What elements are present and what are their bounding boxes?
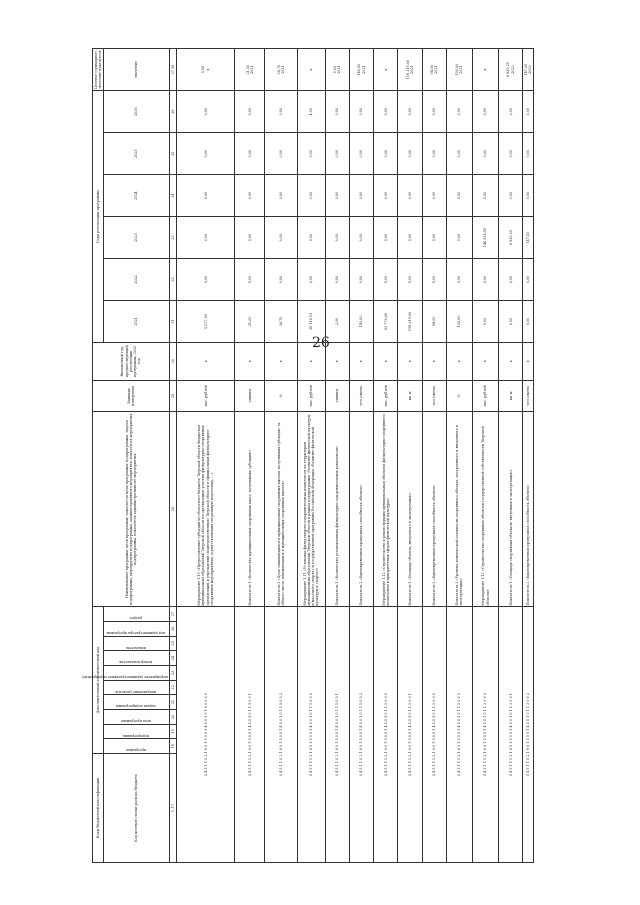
header-add-indicator: показатель (126, 645, 147, 650)
row-value-2024: 0,00 (177, 175, 235, 217)
row-final-year: х (383, 68, 388, 71)
row-base: х (499, 342, 523, 380)
row-name: Мероприятие 1.12 «Строительство и реконструкция муниципальных объектов физкультурно-спортивного назначения в приоритетных сферах физической культуры» (374, 412, 398, 607)
row-name: Показатель 1 «Площадь объекта, введенного в эксплуатацию» (398, 412, 422, 607)
row-codes: 0 4 5 1 1 0 2 1 6 0 1 0 0 0 1 4 0 0 1 0 1 1 2 0 0 0 (374, 607, 398, 863)
row-value-2025: 0,00 (350, 133, 374, 175)
col-number: 21 (169, 695, 176, 710)
row-final-year: х (309, 68, 314, 71)
row-base: х (398, 342, 422, 380)
row-name: Показатель 1 «Площадь спортивных объектов, введенных в эксплуатацию» (499, 412, 523, 607)
col-number: 1–17 (169, 753, 176, 862)
row-value-2021: 36,70 (265, 300, 297, 342)
table-row (265, 49, 297, 863)
row-final-value: 6 839,25 2023 (499, 49, 523, 91)
header-name: Наименование программы, цели программы, показателя цели программы, подпрограммы, задачи подпрограммы, мероприятия подпрограммы, административного мероприятия, показателя мероприятия подпрограммы, показателя административного мероприятия (93, 412, 170, 607)
row-value-2025: 0,00 (398, 133, 422, 175)
header-add-direction: направление расходов (116, 689, 157, 694)
table-row (374, 49, 398, 863)
row-base: х (265, 342, 297, 380)
col-number: 36 (169, 91, 176, 133)
row-unit: тыс. рублей (472, 380, 498, 411)
header-final-group: Целевое (суммарное) значение показателя (93, 50, 102, 89)
table-row (422, 49, 446, 863)
row-final-year: 2021 (434, 65, 439, 74)
row-value-2024: 0,00 (235, 175, 265, 217)
row-value-2022: 0,00 (422, 259, 446, 301)
row-unit: тыс. рублей (297, 380, 325, 411)
program-table-rotated (81, 48, 567, 863)
row-unit: % (265, 380, 297, 411)
row-value-2026: 0,00 (374, 91, 398, 133)
row-value-2025: 0,00 (446, 133, 472, 175)
row-value-2026: 0,00 (265, 91, 297, 133)
row-base: х (350, 342, 374, 380)
row-value-2026: 0,00 (499, 91, 523, 133)
row-unit: единиц (235, 380, 265, 411)
row-value-2021: 63 770,00 (374, 300, 398, 342)
row-value-2021: 5 077,50 (177, 300, 235, 342)
col-number: 31 (169, 300, 176, 342)
row-name: Показатель 1 «Количество муниципальных спортивных школ, получивших субсидию» (235, 412, 265, 607)
table-row (446, 49, 472, 863)
row-value-2023: 0,00 (350, 217, 374, 259)
row-value-2025: 0,00 (235, 133, 265, 175)
row-value-2024: 0,00 (374, 175, 398, 217)
row-final-value: 147,00 2023 (523, 49, 534, 91)
row-value-2021: 0,00 (472, 300, 498, 342)
row-final-value: 116 319,00 2021 (398, 49, 422, 91)
row-value-2021: 116 319,00 (398, 300, 422, 342)
header-razdel: раздел (130, 616, 143, 621)
row-final-value (297, 49, 325, 91)
row-final-value: 0,00 х (177, 49, 235, 91)
row-name: Мероприятие 1.19 «Предоставление субсидий из областного бюджета Тверской области бюджетам муниципальных образований Тверской области на организацию участия физкультурно-спортивных организаций и учреждений (подведомственных) Тверской области в официальных физкультурно-спортивных мероприятиях, осуществляющих спортивную подготовку, ...» (177, 412, 235, 607)
row-codes: 0 4 5 1 1 0 2 1 6 0 1 0 0 0 1 4 0 0 1 0 1 1 1 0 0 2 (350, 607, 374, 863)
row-value-2024: 0,00 (422, 175, 446, 217)
col-number: 18 (169, 739, 176, 754)
col-number: 20 (169, 709, 176, 724)
col-number: 33 (169, 217, 176, 259)
row-name: Показатель 3 «Уровень технической готовности спортивного объекта, построенного и введенного в эксплуатацию» (446, 412, 472, 607)
header-target-group: Код целевой статьи расхода бюджета (103, 753, 169, 862)
header-final-value: значение (103, 49, 169, 91)
row-final-year: 2021 (409, 65, 414, 74)
row-base: х (297, 342, 325, 380)
header-add-indicator-type: номер показателя (119, 660, 153, 665)
row-value-2022: 0,00 (374, 259, 398, 301)
row-unit: единиц (325, 380, 349, 411)
row-base: х (374, 342, 398, 380)
header-add-measure: мероприятие (административное мероприятие) (81, 674, 169, 679)
row-value-2025: 0,00 (265, 133, 297, 175)
row-unit: кв. м (499, 380, 523, 411)
row-value-2026: 0,00 (325, 91, 349, 133)
header-2022: 2022 (103, 259, 169, 301)
row-value-2026: 4,00 (297, 91, 325, 133)
table-row (177, 49, 235, 863)
row-final-value (472, 49, 498, 91)
row-final-year: 2021 (337, 65, 342, 74)
row-value-2026: 0,00 (472, 91, 498, 133)
row-value-2026: 0,00 (422, 91, 446, 133)
row-value-2023: 147,00 (523, 217, 534, 259)
row-codes: 0 4 5 1 1 0 2 1 6 0 1 0 0 0 1 4 0 0 1 0 1 1 9 0 0 2 (265, 607, 297, 863)
row-value-2024: 0,00 (297, 175, 325, 217)
row-value-2024: 0,00 (499, 175, 523, 217)
row-value-2025: 0,00 (422, 133, 446, 175)
row-name: Мероприятие 1.11 «Установка физкультурно-оздоровительных комплексов на территории муниципальных образований Тверской области в рамках подпрограммы «Развитие физической культуры и массового спорта» и государственной программы Российской Федерации «Развитие физической культуры и спорта»» (297, 412, 325, 607)
col-number: 35 (169, 133, 176, 175)
col-number: 25 (169, 636, 176, 651)
row-value-2024: 0,00 (325, 175, 349, 217)
row-codes: 0 4 5 1 1 0 2 1 6 0 1 0 0 0 1 4 0 0 1 0 1 1 2 0 0 1 (398, 607, 422, 863)
table-row (523, 49, 534, 863)
row-value-2022: 0,00 (235, 259, 265, 301)
row-value-2024: 0,00 (265, 175, 297, 217)
row-value-2026: 0,00 (177, 91, 235, 133)
row-unit: чел./смена (422, 380, 446, 411)
header-add-program: программа (126, 748, 147, 753)
row-final-value (374, 49, 398, 91)
row-final-year: 2023 (510, 65, 515, 74)
row-value-2026: 0,00 (235, 91, 265, 133)
row-final-value: 36,70 2021 (265, 49, 297, 91)
row-final-year: х (205, 68, 210, 71)
row-value-2024: 0,00 (398, 175, 422, 217)
page-number: 26 (312, 335, 330, 351)
row-name: Показатель 2 «Доля занимающихся в муниципальных спортивных школах, получивших субсидию, от общего числа занимающихся в муниципальных спортивных школах» (265, 412, 297, 607)
row-value-2023: 0,00 (374, 217, 398, 259)
col-number: 32 (169, 259, 176, 301)
row-codes: 0 4 5 1 1 0 2 1 6 0 1 0 0 0 1 4 0 0 1 0 1 1 3 0 0 2 (523, 607, 534, 863)
row-codes: 0 4 5 1 1 0 2 1 6 0 1 0 0 0 1 4 0 0 1 0 1 1 3 0 0 1 (499, 607, 523, 863)
row-value-2022: 0,00 (398, 259, 422, 301)
table-row (499, 49, 523, 863)
row-base: х (422, 342, 446, 380)
row-base: х (177, 342, 235, 380)
row-value-2024: 0,00 (472, 175, 498, 217)
row-value-2025: 0,00 (297, 133, 325, 175)
row-value-2021: 100,00 (446, 300, 472, 342)
row-value-2022: 0,00 (446, 259, 472, 301)
col-number: 23 (169, 665, 176, 680)
row-value-2021: 38 116,15 (297, 300, 325, 342)
row-value-2026: 0,00 (446, 91, 472, 133)
row-name: Показатель 2 «Единовременная пропускная способность объекта» (523, 412, 534, 607)
col-number: 22 (169, 680, 176, 695)
row-value-2023: 0,00 (422, 217, 446, 259)
row-value-2023: 146 536,50 (472, 217, 498, 259)
table-row (325, 49, 349, 863)
row-value-2024: 0,00 (523, 175, 534, 217)
row-value-2022: 0,00 (499, 259, 523, 301)
row-final-year: х (483, 68, 488, 71)
row-value-2021: 21,00 (235, 300, 265, 342)
row-value-2022: 0,00 (265, 259, 297, 301)
table-row (398, 49, 422, 863)
header-codes-group: Коды бюджетной классификации (93, 753, 104, 862)
header-add-task: задача подпрограммы (116, 704, 157, 709)
row-name: Мероприятие 1.13 «Строительство спортивных объектов государственной собственности Тверской области» (472, 412, 498, 607)
row-name: Показатель 1 «Количество установленных физкультурно-оздоровительных комплексов» (325, 412, 349, 607)
row-value-2022: 0,00 (177, 259, 235, 301)
header-base: Финансовый год, предшествующий реализации программы, 2020 год (93, 342, 170, 380)
row-value-2023: 0,00 (446, 217, 472, 259)
col-number: 28 (169, 412, 176, 607)
row-value-2021: 2,00 (325, 300, 349, 342)
row-value-2026: 0,00 (350, 91, 374, 133)
row-final-value: 94,00 2021 (422, 49, 446, 91)
header-add-group: Дополнительный аналитический код (93, 607, 104, 754)
row-value-2021: 0,00 (523, 300, 534, 342)
header-2023: 2023 (103, 217, 169, 259)
row-base: х (446, 342, 472, 380)
header-2024: 2024 (103, 175, 169, 217)
row-value-2023: 0,00 (265, 217, 297, 259)
header-2026: 2026 (103, 91, 169, 133)
header-years-group: Годы реализации программы (93, 91, 104, 343)
row-value-2023: 0,00 (177, 217, 235, 259)
row-value-2022: 0,00 (350, 259, 374, 301)
row-final-year: 2021 (281, 65, 286, 74)
row-final-value: 140,00 2021 (350, 49, 374, 91)
row-value-2026: 0,00 (523, 91, 534, 133)
row-base: х (523, 342, 534, 380)
row-value-2024: 0,00 (446, 175, 472, 217)
row-value-2025: 0,00 (177, 133, 235, 175)
row-codes: 0 4 5 1 1 0 2 1 6 0 1 0 0 0 1 4 0 0 1 0 1 1 2 0 0 3 (446, 607, 472, 863)
row-value-2022: 0,00 (325, 259, 349, 301)
row-value-2025: 0,00 (472, 133, 498, 175)
row-value-2023: 0,00 (297, 217, 325, 259)
row-value-2025: 0,00 (325, 133, 349, 175)
row-final-year: 2021 (459, 65, 464, 74)
header-2025: 2025 (103, 133, 169, 175)
row-value-2022: 0,00 (523, 259, 534, 301)
row-unit: чел./смена (523, 380, 534, 411)
row-base: х (472, 342, 498, 380)
row-final-year: 2021 (361, 65, 366, 74)
col-number: 24 (169, 651, 176, 666)
row-value-2023: 6 839,25 (499, 217, 523, 259)
col-number: 27 (169, 607, 176, 622)
table-row (350, 49, 374, 863)
col-number: 29 (169, 380, 176, 411)
row-codes: 0 4 5 1 1 0 2 1 6 0 1 0 0 0 1 4 0 0 1 0 1 1 1 0 0 1 (325, 607, 349, 863)
table-row (235, 49, 265, 863)
table-row (297, 49, 325, 863)
col-number: 26 (169, 621, 176, 636)
row-unit: тыс. рублей (177, 380, 235, 411)
row-value-2023: 0,00 (325, 217, 349, 259)
col-number: 19 (169, 724, 176, 739)
row-final-value: 21,00 2021 (235, 49, 265, 91)
col-number: 30 (169, 342, 176, 380)
row-final-value: 2,00 2021 (325, 49, 349, 91)
row-value-2021: 94,00 (422, 300, 446, 342)
row-codes: 0 4 5 1 1 0 2 1 6 0 1 0 0 0 1 4 0 0 1 0 1 1 3 0 0 0 (472, 607, 498, 863)
row-unit: тыс. рублей (374, 380, 398, 411)
header-add-subprogram: подпрограмма (123, 733, 150, 738)
row-name: Показатель 2 «Единовременная пропускная способность объекта» (422, 412, 446, 607)
row-value-2025: 0,00 (523, 133, 534, 175)
table-row (472, 49, 498, 863)
row-base: х (235, 342, 265, 380)
row-codes: 0 4 5 1 1 0 2 1 6 0 1 0 0 0 1 4 0 0 1 0 1 1 2 0 0 2 (422, 607, 446, 863)
header-2021: 2021 (103, 300, 169, 342)
row-codes: 0 4 5 1 1 0 2 1 6 0 1 0 0 0 1 4 0 0 1 0 1 1 9 0 0 1 (235, 607, 265, 863)
row-unit: чел./смена (350, 380, 374, 411)
row-value-2021: 140,00 (350, 300, 374, 342)
row-value-2026: 0,00 (398, 91, 422, 133)
row-value-2023: 0,00 (398, 217, 422, 259)
row-value-2022: 0,00 (472, 259, 498, 301)
row-codes: 0 4 5 1 1 0 2 1 6 0 1 0 0 0 1 4 0 0 1 0 1 1 1 0 0 0 (297, 607, 325, 863)
col-number: 37 38 (169, 49, 176, 91)
row-value-2021: 0,00 (499, 300, 523, 342)
program-table (81, 48, 534, 863)
row-name: Показатель 2 «Единовременная пропускная способность объекта» (350, 412, 374, 607)
row-final-year: 2023 (528, 65, 533, 74)
header-unit: Единица измерения (93, 380, 170, 411)
row-value-2025: 0,00 (499, 133, 523, 175)
rotated-table-area (81, 48, 567, 863)
row-value-2024: 0,00 (350, 175, 374, 217)
row-value-2023: 0,00 (235, 217, 265, 259)
row-base: х (325, 342, 349, 380)
row-final-value: 100,00 2021 (446, 49, 472, 91)
row-value-2025: 0,00 (374, 133, 398, 175)
row-codes: 0 4 5 1 1 0 2 1 6 0 1 0 0 0 1 4 0 0 1 0 1 0 0 0 0 0 (177, 607, 235, 863)
row-unit: кв. м (398, 380, 422, 411)
row-unit: % (446, 380, 472, 411)
row-value-2022: 0,00 (297, 259, 325, 301)
col-number: 34 (169, 175, 176, 217)
header-add-goal: цель программы (121, 719, 152, 723)
row-final-year: 2021 (249, 65, 254, 74)
header-admin: код администратора программы (107, 630, 166, 635)
